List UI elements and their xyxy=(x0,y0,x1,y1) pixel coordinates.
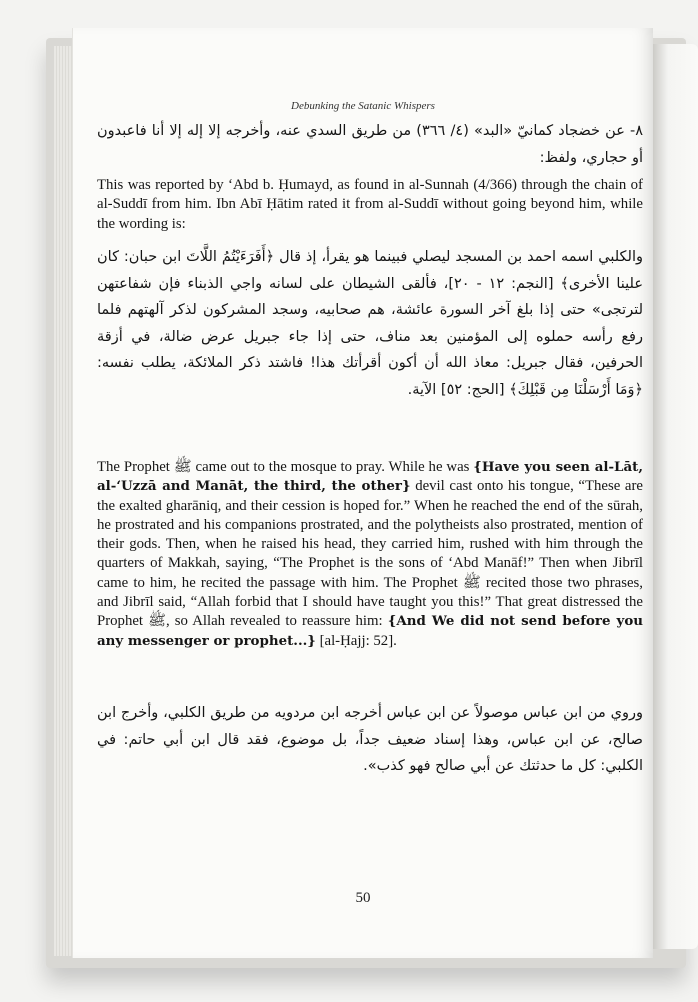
arabic-text-1: ٨- عن خضجاد كمانيّ «البد» (٤/ ٣٦٦) من طريق السدي عنه، وأخرجه إلا إله إلا أنا فاعبدون أو حجاري، ولفظ: xyxy=(97,123,644,166)
english-passage-2 xyxy=(97,458,643,651)
arabic-text-3: وروي من ابن عباس موصولاً عن ابن عباس أخرجه ابن مردويه من طريق الكلبي، وأخرج ابن صالح، عن ابن عباس، وهذا إسناد ضعيف جداً، بل موضوع، فقد قال ابن أبي حاتم: في الكلبي: كل ما حدثتك عن أبي صالح فهو كذب». xyxy=(97,705,643,774)
english-text-2-middle: devil cast onto his tongue, “These are the exalted gharāniq, and their cession is hoped for.” When he reached the end of the sūrah, he prostrated and his companions prostrated, and the polytheists also prostrated, mention of their gods. Then, when he raised his head, they carried him, rushed with him through the quarters of Makkah, saying, “The Prophet is the sons of ‘Abd Manāf!” Then when Jibrīl came to him, he recited the passage with him. The Prophet ﷺ recited those two phrases, and Jibrīl said, “Allah forbid that I should have taught you this!” That great distressed the Prophet ﷺ, so Allah revealed to reassure him: xyxy=(97,478,643,630)
facing-page-edge xyxy=(652,44,698,949)
arabic-passage-1 xyxy=(97,118,643,171)
quran-quote-1: {Have you seen al-Lāt, al-‘Uzzā and Manāt, the third, the other} xyxy=(97,459,643,495)
english-text-2-end: [al-Ḥajj: 52]. xyxy=(315,632,397,649)
quran-quote-2: {And We did not send before you any messenger or prophet...} xyxy=(97,613,643,649)
book-page xyxy=(72,28,653,958)
running-head: Debunking the Satanic Whispers xyxy=(291,100,435,112)
arabic-passage-2 xyxy=(97,244,643,403)
page-stack-edge xyxy=(54,46,74,956)
english-text-2-start: The Prophet ﷺ came out to the mosque to pray. While he was xyxy=(97,459,474,475)
english-text-2 xyxy=(97,458,643,651)
english-text-1: This was reported by ‘Abd b. Ḥumayd, as found in al-Sunnah (4/366) through the chain of al-Suddī from him. Ibn Abī Ḥātim rated it from al-Suddī without going beyond him, while the wording is: xyxy=(97,177,643,232)
arabic-passage-3 xyxy=(97,700,643,780)
english-passage-1 xyxy=(97,176,643,234)
arabic-text-2: والكلبي اسمه احمد بن المسجد ليصلي فبينما هو يقرأ، إذ قال ﴿أَفَرَءَيْتُمُ اللَّاتَ ابن حبان: كان علينا الأخرى﴾ [النجم: ١٢ - ٢٠]، فألقى الشيطان على لسانه واجي الذبناء فإن شفاعتهن لترتجى» حتى إذا بلغ آخر السورة عائشة، هم صحابيه، وسجد المشركون لذكر آلهتهم فلما رفع رأسه حملوه إلى المؤمنين بعد مناف، حتى إذا جاء جبريل عرض ضالة، في أزقة الحرفين، فقال جبريل: معاذ الله أن أكون أقرأتك هذا! فاشتد ذكر الملائكة، يطلب نفسه: ﴿وَمَا أَرْسَلْنَا مِن قَبْلِكَ﴾ [الحج: ٥٢] الآية. xyxy=(97,249,644,398)
page-number: 50 xyxy=(355,890,371,906)
